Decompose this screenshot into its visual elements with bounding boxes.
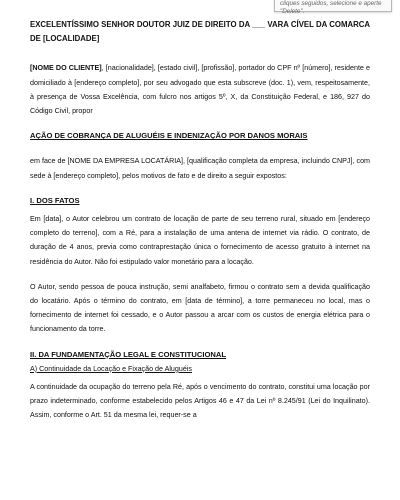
tooltip-hint xyxy=(274,0,392,15)
intro-paragraph xyxy=(30,61,370,118)
document-page xyxy=(30,18,370,423)
tooltip-text: cliques seguidos, selecione e aperte "Delete". xyxy=(280,0,382,15)
court-heading: EXCELENTÍSSIMO SENHOR DOUTOR JUIZ DE DIREITO DA ___ VARA CÍVEL DA COMARCA DE [LOCALIDADE] xyxy=(30,20,370,44)
law-paragraph-1: A continuidade da ocupação do terreno pela Ré, após o vencimento do contrato, constitui uma locação por prazo indeterminado, conforme estabelecido pelos Artigos 46 e 47 da Lei nº 8.245/91 (Lei do Inquilinato). Assim, conforme o Art. 51 da mesma lei, requer-se a xyxy=(30,383,370,420)
section-law-title: II. DA FUNDAMENTAÇÃO LEGAL E CONSTITUCIONAL xyxy=(30,349,227,359)
client-name: [NOME DO CLIENTE] xyxy=(30,64,102,73)
facts-paragraph-1: Em [data], o Autor celebrou um contrato de locação de parte de seu terreno rural, situado em [endereço completo do terreno], com a Ré, para a instalação de uma antena de internet via rádio. O contrato, de duração de 4 anos, previa como contraprestação única o fornecimento de acesso gratuito à internet na residência do Autor. Não foi estipulado valor monetário para a locação. xyxy=(30,215,370,266)
facts-paragraph-2: O Autor, sendo pessoa de pouca instrução, semi analfabeto, firmou o contrato sem a devida qualificação do locatário. Após o término do contrato, em [data de término], a torre permaneceu no local, mas o fornecimento de internet foi cessado, e o Autor passou a arcar com os custos de energia elétrica para o funcionamento da torre. xyxy=(30,282,370,334)
action-title: AÇÃO DE COBRANÇA DE ALUGUÉIS E INDENIZAÇÃO POR DANOS MORAIS xyxy=(30,131,308,141)
subsection-a-title: A) Continuidade da Locação e Fixação de Aluguéis xyxy=(30,364,192,373)
defendant-paragraph: em face de [NOME DA EMPRESA LOCATÁRIA], [qualificação completa da empresa, incluindo CNPJ], com sede à [endereço completo], pelos motivos de fato e de direito a seguir expostos: xyxy=(30,157,370,180)
intro-text: , [nacionalidade], [estado civil], [profissão], portador do CPF nº [número], residente e domiciliado à [endereço completo], por seu advogado que esta subscreve (doc. 1), vem, respeitosamente, à presença de Vossa Excelência, com fulcro nos artigos 5º, X, da Constituição Federal, e 186, 927 do Código Civil, propor xyxy=(30,64,370,116)
section-facts-title: I. DOS FATOS xyxy=(30,195,80,205)
